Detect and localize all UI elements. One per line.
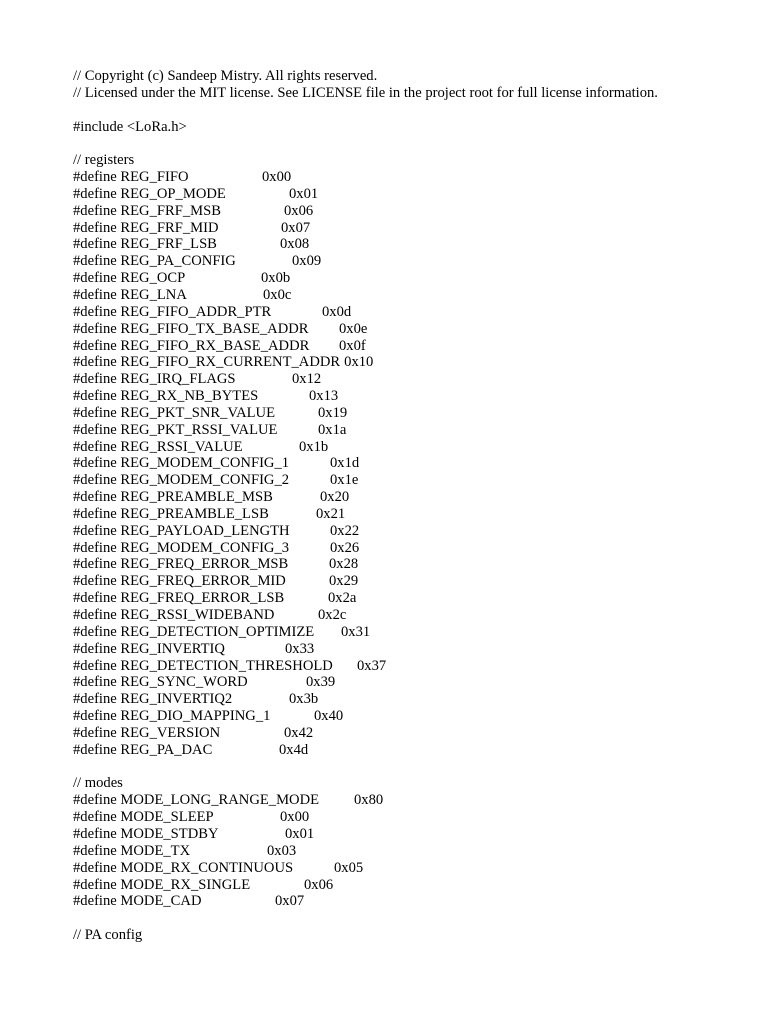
define-name: #define REG_SYNC_WORD xyxy=(73,674,248,691)
define-value: 0x42 xyxy=(284,724,314,741)
define-line xyxy=(73,371,658,388)
define-line xyxy=(73,523,658,540)
define-name: #define REG_FRF_MSB xyxy=(73,202,221,219)
define-line xyxy=(73,287,658,304)
define-value: 0x01 xyxy=(285,825,315,842)
define-name: #define REG_RSSI_WIDEBAND xyxy=(73,607,275,623)
define-line xyxy=(73,843,658,860)
define-value: 0x0d xyxy=(322,303,352,320)
define-line xyxy=(73,186,658,203)
blank-line xyxy=(73,759,658,776)
define-line xyxy=(73,270,658,287)
define-value: 0x1a xyxy=(318,421,347,438)
define-line xyxy=(73,405,658,422)
define-name: #define REG_PAYLOAD_LENGTH xyxy=(73,522,290,539)
define-value: 0x20 xyxy=(320,489,350,506)
define-line xyxy=(73,708,658,725)
define-line xyxy=(73,573,658,590)
define-line xyxy=(73,439,658,456)
define-value: 0x13 xyxy=(309,388,339,405)
define-line xyxy=(73,725,658,742)
pa-config-comment: // PA config xyxy=(73,927,143,944)
define-line xyxy=(73,489,658,506)
copyright-comment: // Copyright (c) Sandeep Mistry. All rights reserved. xyxy=(73,68,378,84)
define-line xyxy=(73,540,658,557)
define-name: #define REG_VERSION xyxy=(73,724,221,741)
define-name: #define REG_IRQ_FLAGS xyxy=(73,371,236,388)
define-line xyxy=(73,506,658,523)
define-name: #define REG_FIFO_RX_BASE_ADDR xyxy=(73,337,310,354)
define-name: #define REG_FIFO_RX_CURRENT_ADDR xyxy=(73,354,341,371)
define-value: 0x05 xyxy=(334,859,364,876)
define-name: #define REG_FREQ_ERROR_MSB xyxy=(73,556,289,573)
define-value: 0x29 xyxy=(329,573,359,590)
define-value: 0x1b xyxy=(299,438,329,455)
define-name: #define REG_INVERTIQ xyxy=(73,640,225,657)
define-name: #define MODE_RX_CONTINUOUS xyxy=(73,859,294,876)
define-value: 0x2a xyxy=(328,590,357,607)
include-directive: #include <LoRa.h> xyxy=(73,118,187,135)
define-line xyxy=(73,556,658,573)
define-value: 0x09 xyxy=(292,253,322,270)
define-value: 0x21 xyxy=(316,505,346,522)
define-value: 0x37 xyxy=(357,657,387,674)
define-value: 0x10 xyxy=(344,354,374,371)
define-name: #define REG_FIFO_TX_BASE_ADDR xyxy=(73,320,309,337)
define-name: #define REG_PKT_SNR_VALUE xyxy=(73,404,276,421)
define-name: #define REG_PREAMBLE_LSB xyxy=(73,505,269,522)
define-value: 0x03 xyxy=(267,842,297,859)
define-name: #define REG_FIFO xyxy=(73,169,189,186)
registers-define-list xyxy=(73,169,658,759)
define-value: 0x2c xyxy=(318,607,347,623)
define-value: 0x1e xyxy=(330,472,359,489)
define-line xyxy=(73,422,658,439)
define-value: 0x22 xyxy=(330,522,360,539)
define-value: 0x26 xyxy=(330,539,360,556)
define-line xyxy=(73,658,658,675)
define-line xyxy=(73,321,658,338)
define-name: #define REG_MODEM_CONFIG_1 xyxy=(73,455,290,472)
define-name: #define REG_INVERTIQ2 xyxy=(73,691,233,708)
define-value: 0x31 xyxy=(341,623,371,640)
define-line xyxy=(73,253,658,270)
define-value: 0x80 xyxy=(354,792,384,809)
blank-line xyxy=(73,135,658,152)
define-line xyxy=(73,742,658,759)
define-line xyxy=(73,691,658,708)
define-name: #define MODE_STDBY xyxy=(73,825,219,842)
define-name: #define REG_PREAMBLE_MSB xyxy=(73,489,273,506)
define-name: #define REG_DIO_MAPPING_1 xyxy=(73,708,271,725)
define-value: 0x07 xyxy=(281,219,311,236)
define-value: 0x0b xyxy=(261,270,291,287)
define-value: 0x00 xyxy=(280,809,310,826)
modes-define-list xyxy=(73,792,658,910)
define-value: 0x08 xyxy=(280,236,310,253)
define-name: #define REG_FRF_MID xyxy=(73,219,219,236)
define-value: 0x06 xyxy=(284,202,314,219)
define-line xyxy=(73,607,658,624)
define-name: #define REG_PKT_RSSI_VALUE xyxy=(73,421,278,438)
define-name: #define REG_FREQ_ERROR_MID xyxy=(73,573,286,590)
define-line xyxy=(73,809,658,826)
define-line xyxy=(73,641,658,658)
define-value: 0x06 xyxy=(304,876,334,893)
define-name: #define MODE_TX xyxy=(73,842,191,859)
define-value: 0x07 xyxy=(275,893,305,910)
define-name: #define REG_OP_MODE xyxy=(73,185,226,202)
define-value: 0x0f xyxy=(339,337,366,354)
define-line xyxy=(73,860,658,877)
define-line xyxy=(73,624,658,641)
define-name: #define MODE_CAD xyxy=(73,893,202,910)
define-line xyxy=(73,792,658,809)
define-value: 0x0e xyxy=(339,320,368,337)
define-value: 0x00 xyxy=(262,169,292,186)
modes-comment: // modes xyxy=(73,775,123,792)
define-value: 0x1d xyxy=(330,455,360,472)
define-name: #define REG_FREQ_ERROR_LSB xyxy=(73,590,285,607)
define-line xyxy=(73,877,658,894)
define-name: #define MODE_SLEEP xyxy=(73,809,214,826)
define-line xyxy=(73,304,658,321)
define-name: #define MODE_LONG_RANGE_MODE xyxy=(73,792,320,809)
define-name: #define REG_OCP xyxy=(73,270,186,287)
define-name: #define REG_RX_NB_BYTES xyxy=(73,388,259,405)
define-name: #define REG_DETECTION_OPTIMIZE xyxy=(73,623,315,640)
define-value: 0x12 xyxy=(292,371,322,388)
define-line xyxy=(73,472,658,489)
define-value: 0x0c xyxy=(263,286,292,303)
define-name: #define MODE_RX_SINGLE xyxy=(73,876,251,893)
define-name: #define REG_MODEM_CONFIG_2 xyxy=(73,472,290,489)
define-name: #define REG_FIFO_ADDR_PTR xyxy=(73,303,272,320)
define-line xyxy=(73,354,658,371)
define-name: #define REG_PA_CONFIG xyxy=(73,253,236,270)
define-line xyxy=(73,169,658,186)
define-line xyxy=(73,893,658,910)
define-line xyxy=(73,388,658,405)
registers-comment: // registers xyxy=(73,152,135,169)
define-name: #define REG_RSSI_VALUE xyxy=(73,438,243,455)
define-line xyxy=(73,590,658,607)
define-value: 0x40 xyxy=(314,708,344,725)
define-line xyxy=(73,236,658,253)
define-line xyxy=(73,220,658,237)
define-value: 0x01 xyxy=(289,185,319,202)
define-value: 0x33 xyxy=(285,640,315,657)
define-name: #define REG_MODEM_CONFIG_3 xyxy=(73,539,290,556)
define-name: #define REG_LNA xyxy=(73,286,187,303)
blank-line xyxy=(73,102,658,119)
define-value: 0x19 xyxy=(318,404,348,421)
define-line xyxy=(73,826,658,843)
blank-line xyxy=(73,910,658,927)
define-line xyxy=(73,455,658,472)
define-value: 0x39 xyxy=(306,674,336,691)
source-code-listing xyxy=(73,68,658,944)
define-value: 0x3b xyxy=(289,691,319,708)
define-line xyxy=(73,338,658,355)
define-value: 0x4d xyxy=(279,741,309,758)
license-comment: // Licensed under the MIT license. See LICENSE file in the project root for full license information. xyxy=(73,84,658,101)
define-name: #define REG_PA_DAC xyxy=(73,741,213,758)
define-value: 0x28 xyxy=(329,556,359,573)
define-name: #define REG_DETECTION_THRESHOLD xyxy=(73,657,333,674)
define-name: #define REG_FRF_LSB xyxy=(73,236,217,253)
define-line xyxy=(73,674,658,691)
define-line xyxy=(73,203,658,220)
